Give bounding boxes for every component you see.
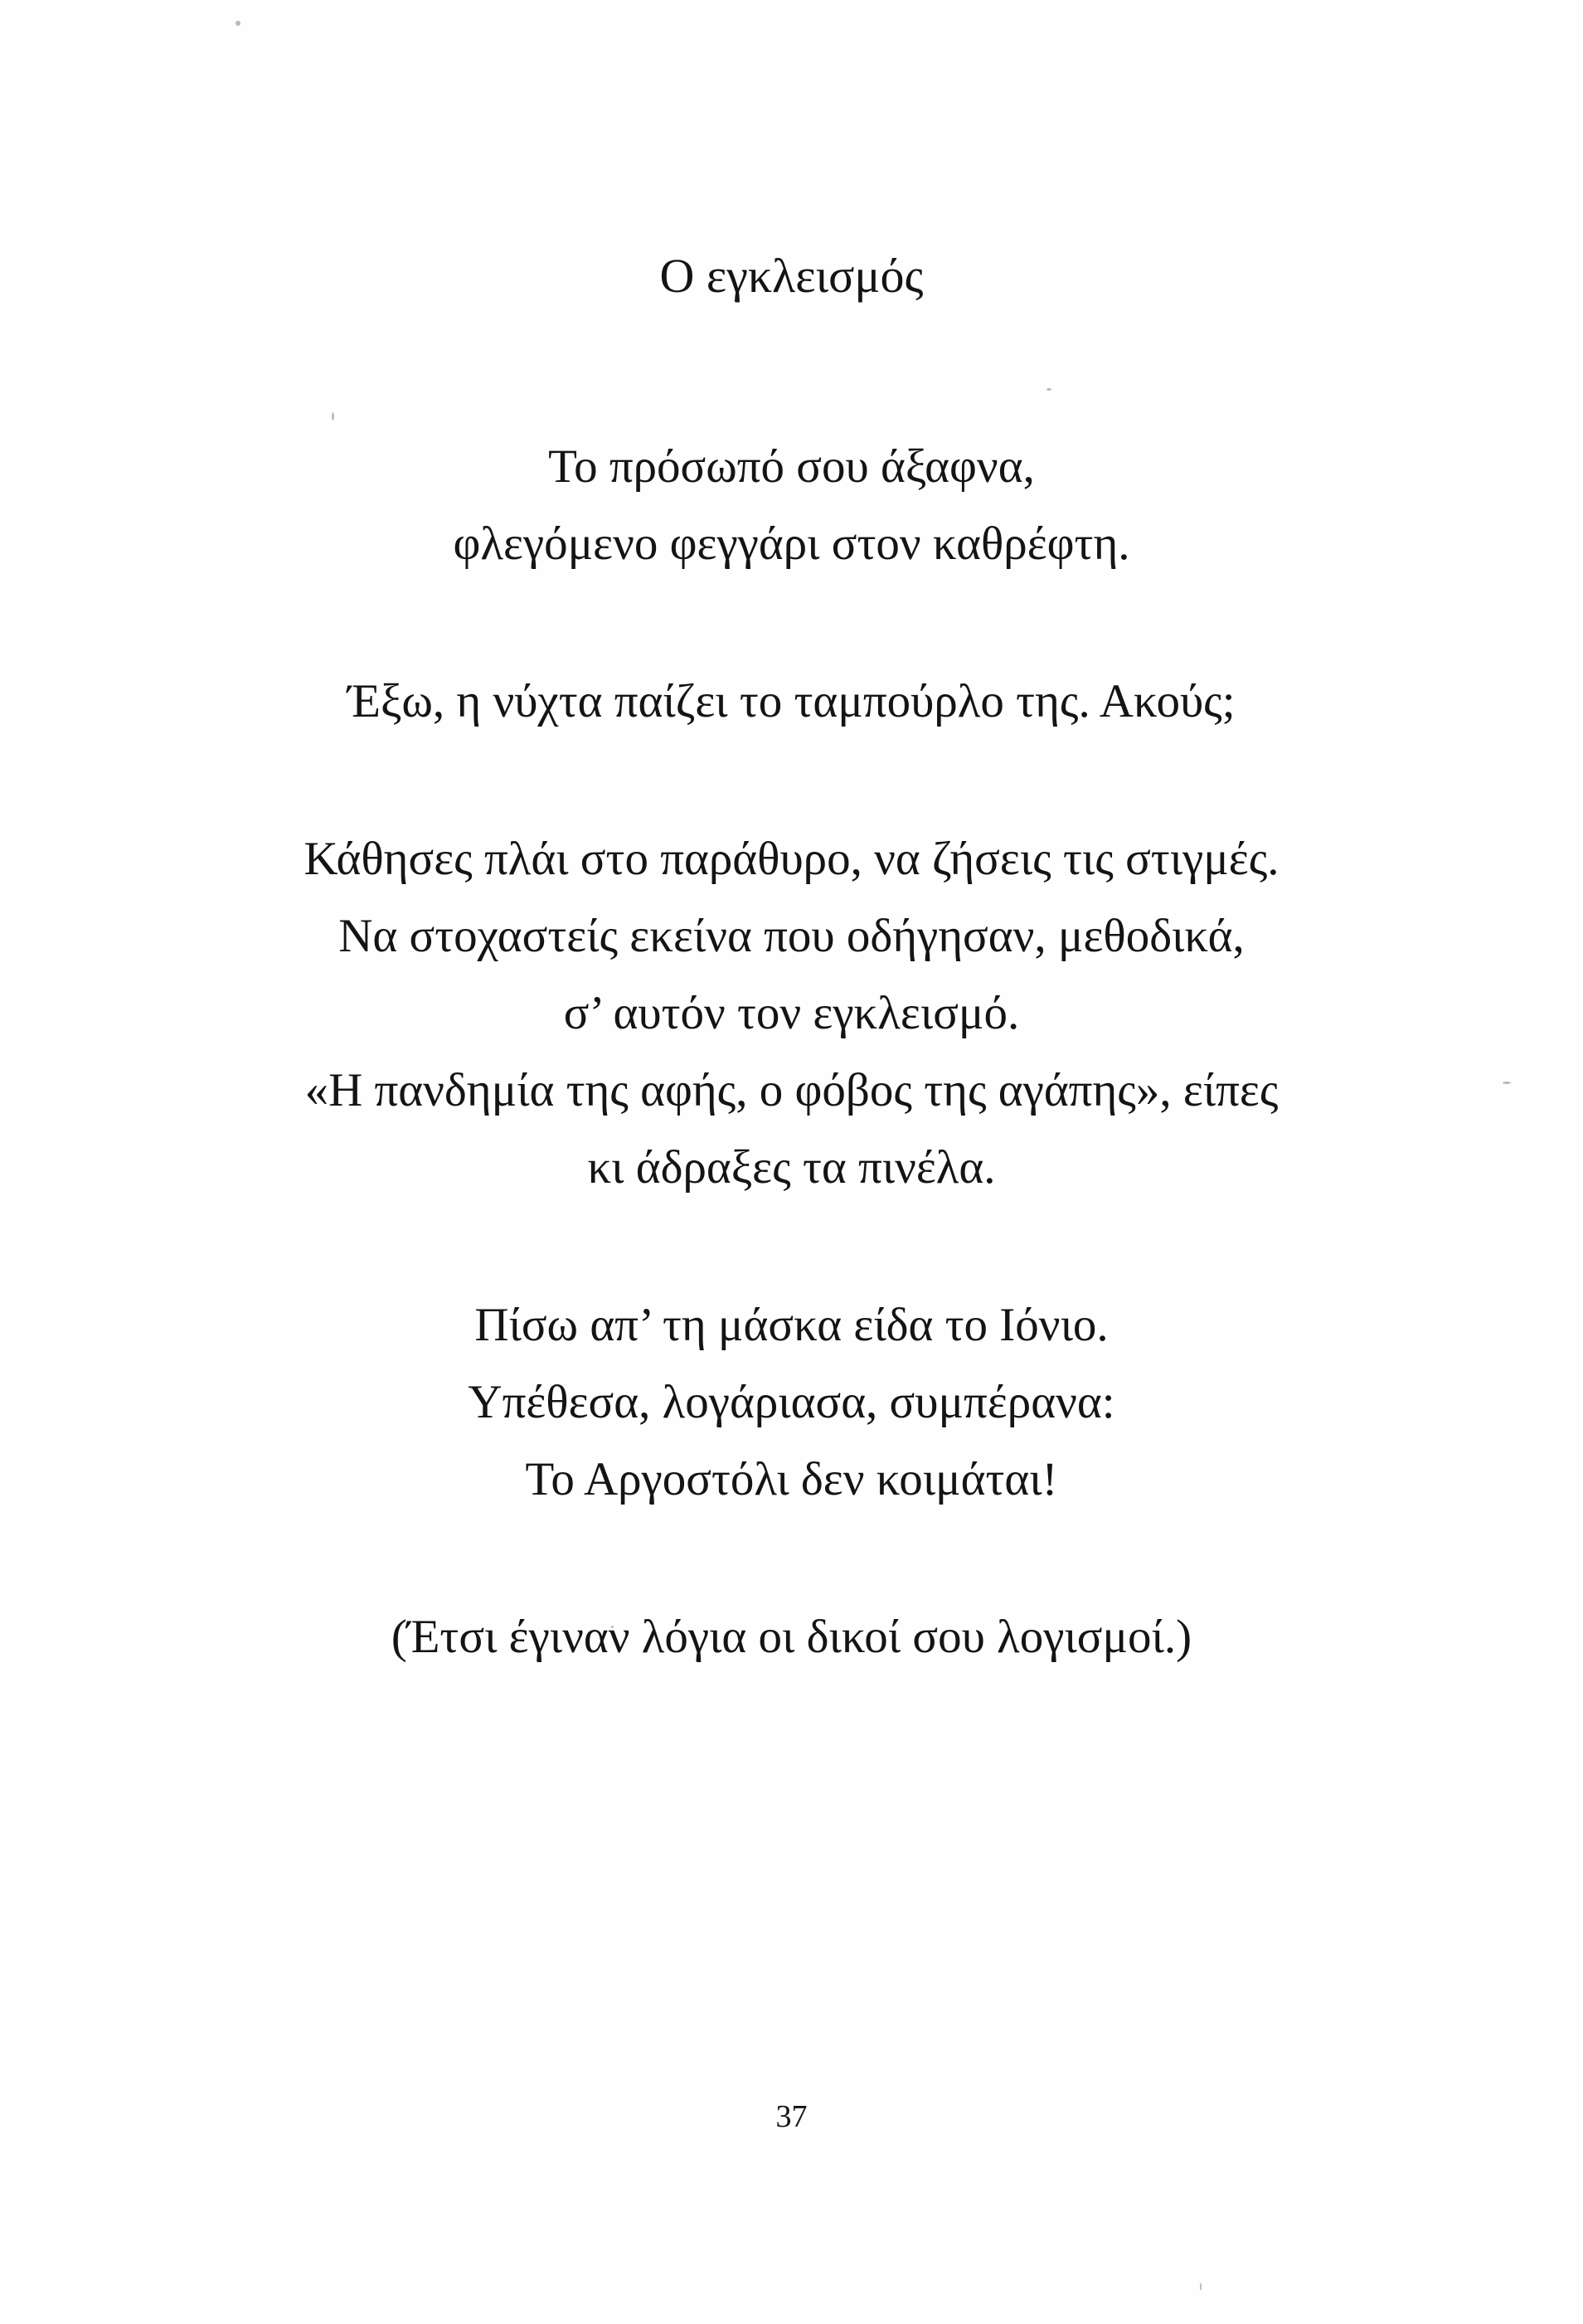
paper-speck (1046, 388, 1051, 391)
stanza-5 (0, 1598, 1583, 1675)
stanza-3 (0, 820, 1583, 1206)
poem-line: Υπέθεσα, λογάριασα, συμπέρανα: (468, 1376, 1115, 1428)
poem-line: φλεγόμενο φεγγάρι στον καθρέφτη. (453, 518, 1130, 570)
poem-line: «Η πανδημία της αφής, ο φόβος της αγάπης», είπες (304, 1064, 1279, 1116)
poem-line: σ’ αυτόν τον εγκλεισμό. (563, 987, 1020, 1039)
poem-body (0, 428, 1583, 1756)
poem-line: Το Αργοστόλι δεν κοιμάται! (525, 1453, 1058, 1505)
paper-speck (332, 412, 334, 421)
poem-line: Το πρόσωπό σου άξαφνα, (548, 440, 1035, 493)
stanza-4 (0, 1286, 1583, 1518)
poem-line: (Έτσι έγιναν λόγια οι δικοί σου λογισμοί.) (391, 1611, 1192, 1663)
poem-line: Πίσω απ’ τη μάσκα είδα το Ιόνιο. (474, 1299, 1109, 1351)
paper-speck (1200, 2283, 1202, 2291)
poem-line: Κάθησες πλάι στο παράθυρο, να ζήσεις τις στιγμές. (303, 833, 1280, 885)
stanza-1 (0, 428, 1583, 582)
poem-line: Να στοχαστείς εκείνα που οδήγησαν, μεθοδικά, (338, 910, 1245, 962)
stanza-2 (0, 663, 1583, 740)
poem-title: Ο εγκλεισμός (659, 249, 924, 303)
paper-speck (236, 21, 240, 26)
poem-line: κι άδραξες τα πινέλα. (587, 1141, 996, 1194)
poem-line: Έξω, η νύχτα παίζει το ταμπούρλο της. Ακούς; (347, 675, 1236, 727)
page-number: 37 (775, 2099, 808, 2134)
